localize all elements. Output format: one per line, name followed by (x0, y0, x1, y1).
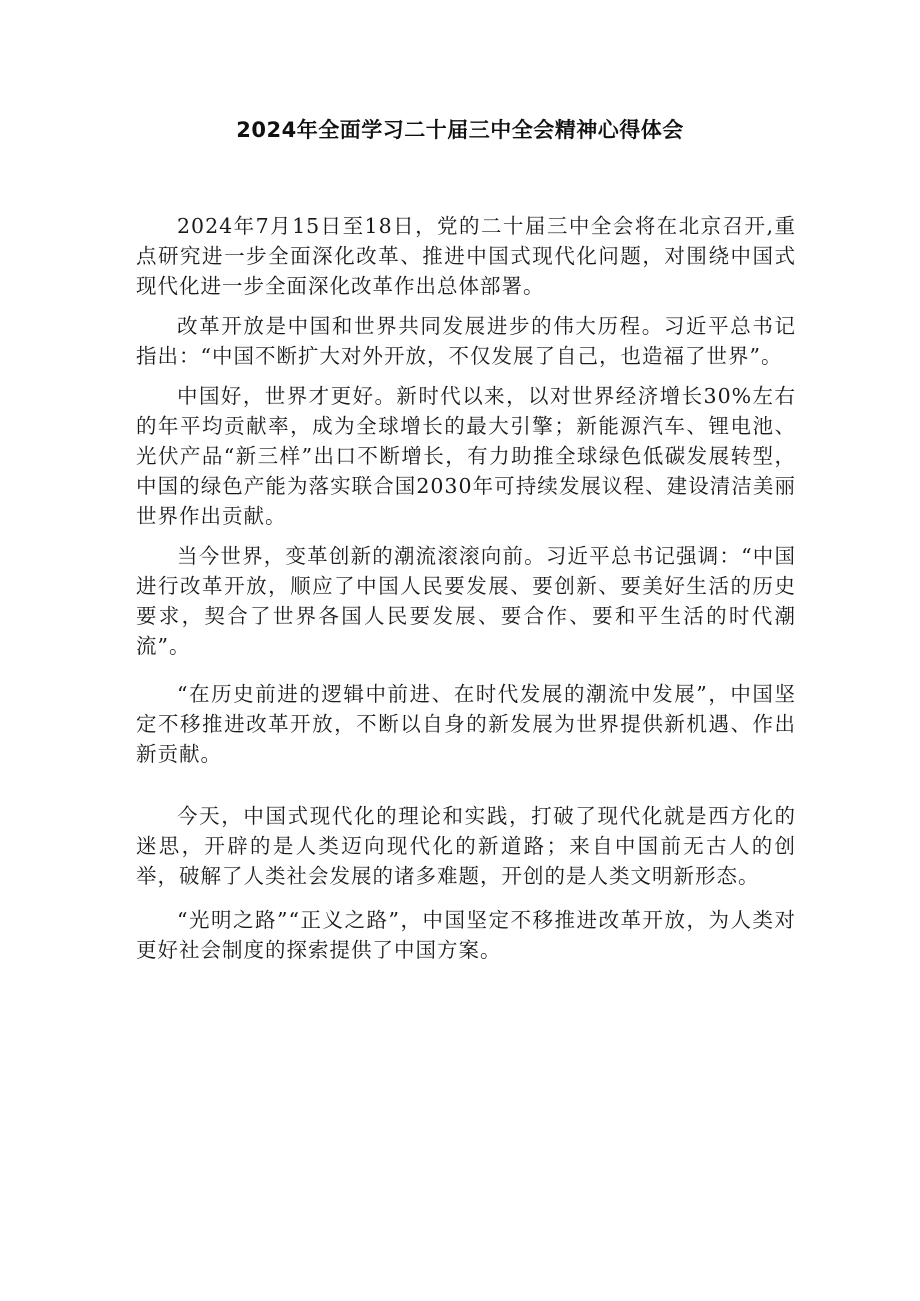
paragraph-3: 中国好，世界才更好。新时代以来，以对世界经济增长30%左右的年平均贡献率，成为全球增长的最大引擎；新能源汽车、锂电池、光伏产品“新三样”出口不断增长，有力助推全球绿色低碳发展转型，中国的绿色产能为落实联合国2030年可持续发展议程、建设清洁美丽世界作出贡献。 (136, 384, 796, 528)
paragraph-2: 改革开放是中国和世界共同发展进步的伟大历程。习近平总书记指出：“中国不断扩大对外开放，不仅发展了自己，也造福了世界”。 (136, 314, 796, 368)
paragraph-7: “光明之路”“正义之路”，中国坚定不移推进改革开放，为人类对更好社会制度的探索提供了中国方案。 (136, 908, 796, 962)
paragraph-5: “在历史前进的逻辑中前进、在时代发展的潮流中发展”，中国坚定不移推进改革开放，不断以自身的新发展为世界提供新机遇、作出新贡献。 (136, 682, 796, 766)
paragraph-1: 2024年7月15日至18日，党的二十届三中全会将在北京召开,重点研究进一步全面深化改革、推进中国式现代化问题，对围绕中国式现代化进一步全面深化改革作出总体部署。 (136, 214, 796, 298)
paragraph-6: 今天，中国式现代化的理论和实践，打破了现代化就是西方化的迷思，开辟的是人类迈向现代化的新道路；来自中国前无古人的创举，破解了人类社会发展的诸多难题，开创的是人类文明新形态。 (136, 804, 796, 888)
paragraph-4: 当今世界，变革创新的潮流滚滚向前。习近平总书记强调：“中国进行改革开放，顺应了中国人民要发展、要创新、要美好生活的历史要求，契合了世界各国人民要发展、要合作、要和平生活的时代潮流”。 (136, 544, 796, 658)
document-title: 2024年全面学习二十届三中全会精神心得体会 (236, 118, 684, 142)
document-body (136, 211, 796, 965)
